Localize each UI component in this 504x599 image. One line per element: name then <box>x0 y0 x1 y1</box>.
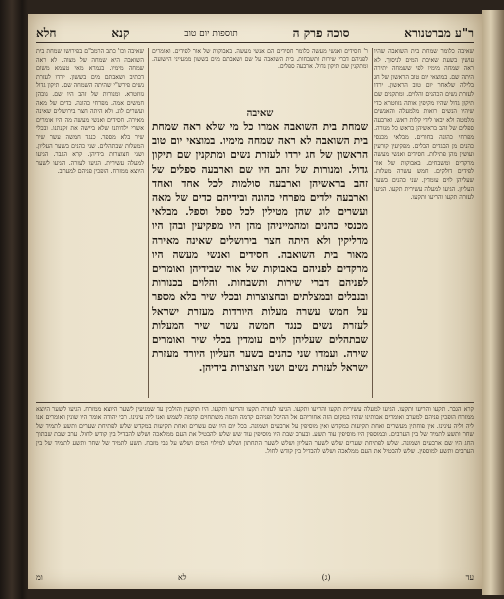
column-divider <box>372 48 373 398</box>
footer-signature-mark: (ג) <box>321 573 331 582</box>
tosafot-yom-tov-column: שאיבה וכו' כתב הרמב"ם בפירושו שמחת בית השואבה היא שמחה של מצוה. לא ראה שמחה מימיו. בגמרא מאי טעמא משום דכתיב ושאבתם מים בששון. ירדו לעזרת נשים פירש"י שהיתה השמחה שם. תיקון גדול גזוזטרא. ומנורות של זהב היו שם. גובהן חמשים אמה. מפרחי כהונה. כדים של מאה ועשרים לוג. ולא היתה חצר בירושלים שאינה מאירה. חסידים ואנשי מעשה מה היו אומרים אשרי ילדותנו שלא ביישה את זקנתנו. ובכלי שיר בלא מספר. כנגד חמשה עשר שיר המעלות שבתהלים. שני כהנים בשער העליון. ושני חצוצרות בידיהן. קרא הגבר. הגיעו למעלה עשירית. הגיעו לעזרה. הגיעו לשער היוצא ממזרח. הופכין פניהם למערב. <box>36 48 144 176</box>
footer-right-catchword: עד <box>465 573 474 582</box>
header-right-title: ר"ע מברטנורא <box>404 25 474 40</box>
page-header <box>36 24 474 43</box>
page-edge <box>482 10 504 595</box>
page-footer <box>36 573 474 585</box>
footer-left-mark-a: לא <box>177 573 187 582</box>
header-left-corner: חלא <box>36 25 57 40</box>
mishnah-heading: שאיבה <box>246 108 274 119</box>
header-left-title: תוספות יום טוב <box>184 28 238 39</box>
header-center-title: סוכה פרק ה <box>292 25 350 40</box>
section-separator <box>36 402 474 403</box>
footer-left-mark-b: ומ <box>36 573 43 582</box>
bartenura-commentary-column: שאיבה כלומר שמחת בית השואבה שהיו עושין בשעת שאיבת המים לניסוך. לא ראה שמחה מימיו לפי ששמחה יתירה היתה שם. במוצאי יום טוב הראשון של חג בלילה שלאחר יום טוב הראשון. ירדו לעזרת נשים הכהנים והלוים. ומתקנים שם תיקון גדול שהיו מקיפין אותה גזוזטרא כדי שיהיו הנשים רואות מלמעלה והאנשים מלמטה ולא יבאו לידי קלות ראש. וארבעה ספלים של זהב בראשיהן בראש כל מנורה. מפרחי כהונה בחורים. מבלאי מכנסי כהנים מן הבגדים הבלים. מפקיעין קורעין ועושין מהן פתילות. חסידים ואנשי מעשה מרקדים ומשבחים. באבוקות של אור לפידים דולקים. חמש עשרה מעלות. שעליהן לוים עומדין. שני כהנים בשער העליון. הגיעו למעלה עשירית תקעו. הגיעו לעזרה תקעו והריעו ותקעו. <box>374 48 474 202</box>
mishnah-main-text: שמחת בית השואבה אמרו כל מי שלא ראה שמחת בית השואבה לא ראה שמחה מימיו. במוצאי יום טוב הראשון של חג ירדו לעזרת נשים ומתקנין שם תיקון גדול. ומנורות של זהב היו שם וארבעה ספלים של זהב בראשיהן וארבעה סולמות לכל אחד ואחד וארבעה ילדים מפרחי כהונה ובידיהם כדים של מאה ועשרים לוג שהן מטילין לכל ספל וספל. מבלאי מכנסי כהנים ומהמייניהן מהן היו מפקיעין ובהן היו מדליקין ולא היתה חצר בירושלים שאינה מאירה מאור בית השואבה. חסידים ואנשי מעשה היו מרקדים לפניהם באבוקות של אור שבידיהן ואומרים לפניהם דברי שירות ותשבחות. והלוים בכנורות ובנבלים ובמצלתים ובחצוצרות ובכלי שיר בלא מספר על חמש עשרה מעלות היורדות מעזרת ישראל לעזרת נשים כנגד חמשה עשר שיר המעלות שבתהלים שעליהן לוים עומדין בכלי שיר ואומרים שירה. ועמדו שני כהנים בשער העליון היורד מעזרת ישראל לעזרת נשים ושני חצוצרות בידיהן. <box>152 121 368 375</box>
header-page-number: קנא <box>111 25 130 40</box>
commentary-top-block: ר' חסידים ואנשי מעשה כלומר חסידים הם אנשי מעשה. באבוקות של אור לפידים. ואומרים לפניהם דברי שירות ותשבחות. בית השואבה על שם ושאבתם מים בששון ממעייני הישועה. ומתקנין שם תיקון גדול. ארבעה ספלים. <box>152 48 368 71</box>
column-divider <box>148 48 149 398</box>
book-page <box>28 14 482 589</box>
bottom-commentary: קרא הגבר. תקעו והריעו ותקעו. הגיעו למעלה עשירית תקעו והריעו ותקעו. הגיעו לעזרה תקעו והריעו ותקעו. היו תוקעין והולכין עד שמגיעין לשער היוצא ממזרח. הגיעו לשער היוצא ממזרח הופכין פניהם למערב ואומרים אבותינו שהיו במקום הזה אחוריהם אל ההיכל ופניהם קדמה והמה משתחוים קדמה לשמש ואנו ליה עינינו. רבי יהודה אומר היו שונין ואומרים אנו ליה וליה עינינו. אין פוחתין מעשרים ואחת תקיעות במקדש ואין מוסיפין על ארבעים ושמונה. בכל יום היו שם עשרים ואחת תקיעות במקדש שלש לפתיחת שערים ותשע לתמיד של שחר ותשע לתמיד של בין הערבים. ובמוספין היו מוסיפין עוד תשע. ובערב שבת היו מוסיפין עוד שש שלש להבטיל את העם ממלאכה ושלש להבדיל בין קודש לחול. ערב שבת שבתוך החג היו שם ארבעים ושמונה. שלש לפתיחת שערים שלש לשער העליון ושלש לשער התחתון ושלש למילוי המים ושלש על גבי מזבח. תשע לתמיד של שחר ותשע לתמיד של בין הערבים ותשע למוספין. שלש להבטיל את העם ממלאכה ושלש להבדיל בין קודש לחול. <box>36 406 474 456</box>
